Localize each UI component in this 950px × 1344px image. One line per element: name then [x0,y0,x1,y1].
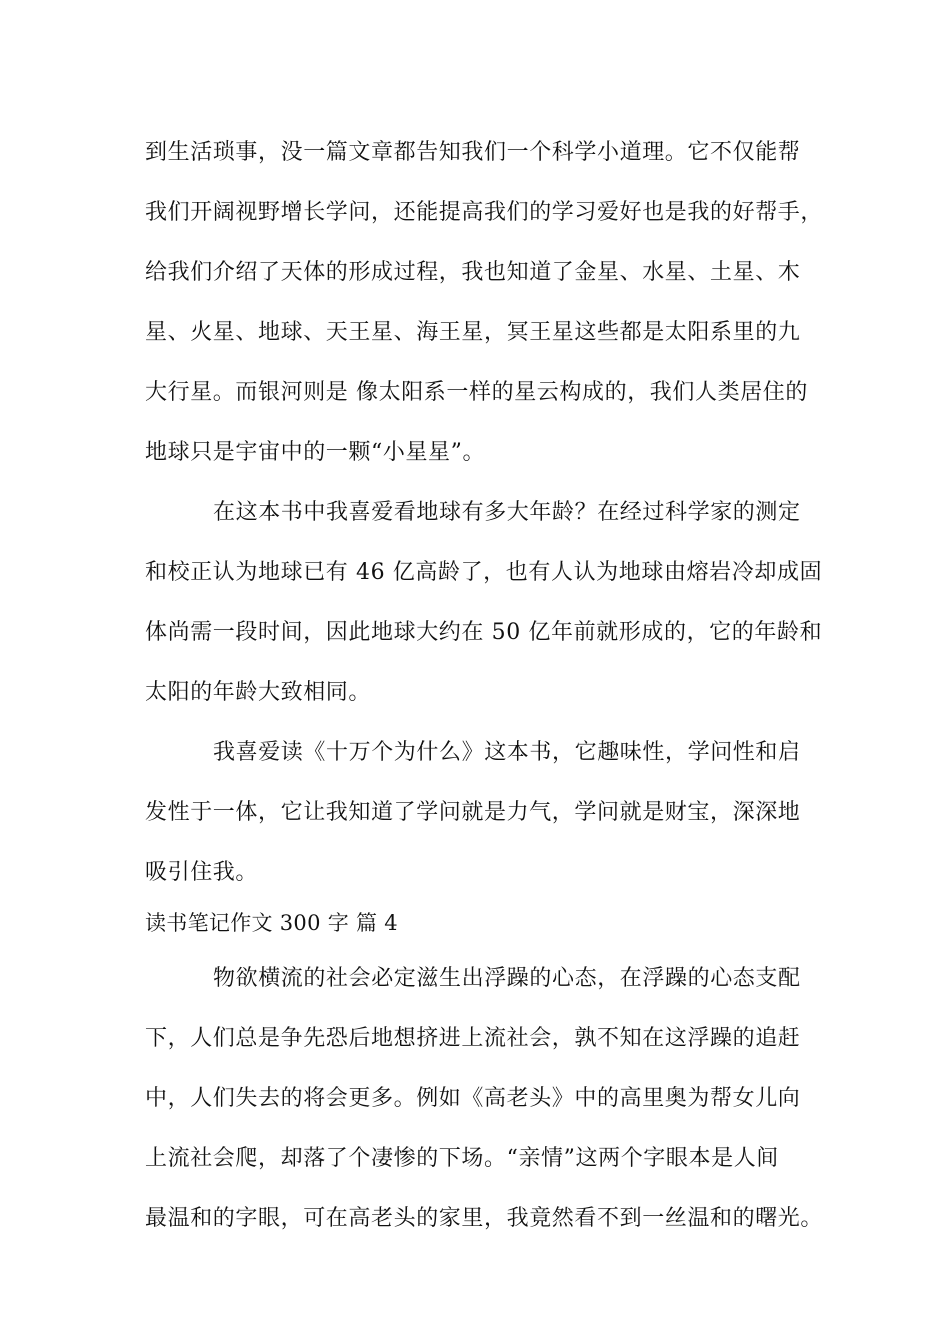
text-line: 发性于一体，它让我知道了学问就是力气，学问就是财宝，深深地 [145,800,801,825]
text-line: 和校正认为地球已有 46 亿高龄了，也有人认为地球由熔岩冷却成固 [145,560,823,585]
text-line: 大行星。而银河则是 像太阳系一样的星云构成的，我们人类居住的 [145,380,808,405]
text-line: 地球只是宇宙中的一颗“小星星”。 [145,440,486,465]
text-line: 体尚需一段时间，因此地球大约在 50 亿年前就形成的，它的年龄和 [145,620,823,645]
text-line: 给我们介绍了天体的形成过程，我也知道了金星、水星、土星、木 [145,260,801,285]
text-line: 最温和的字眼，可在高老头的家里，我竟然看不到一丝温和的曙光。 [145,1206,824,1231]
text-line: 吸引住我。 [145,860,259,885]
text-line: 我喜爱读《十万个为什么》这本书，它趣味性，学问性和启 [213,740,801,765]
text-line: 物欲横流的社会必定滋生出浮躁的心态，在浮躁的心态支配 [213,966,801,991]
text-line: 在这本书中我喜爱看地球有多大年龄？在经过科学家的测定 [213,500,801,525]
text-line: 星、火星、地球、天王星、海王星，冥王星这些都是太阳系里的九 [145,320,801,345]
text-line: 中，人们失去的将会更多。例如《高老头》中的高里奥为帮女儿向 [145,1086,801,1111]
text-line: 到生活琐事，没一篇文章都告知我们一个科学小道理。它不仅能帮 [145,140,801,165]
text-line: 下，人们总是争先恐后地想挤进上流社会，孰不知在这浮躁的追赶 [145,1026,801,1051]
text-line: 太阳的年龄大致相同。 [145,680,372,705]
text-line: 上流社会爬，却落了个凄惨的下场。“亲情”这两个字眼本是人间 [145,1146,779,1171]
text-line: 我们开阔视野增长学问，还能提高我们的学习爱好也是我的好帮手， [145,200,824,225]
section-heading: 读书笔记作文 300 字 篇 4 [145,911,398,935]
